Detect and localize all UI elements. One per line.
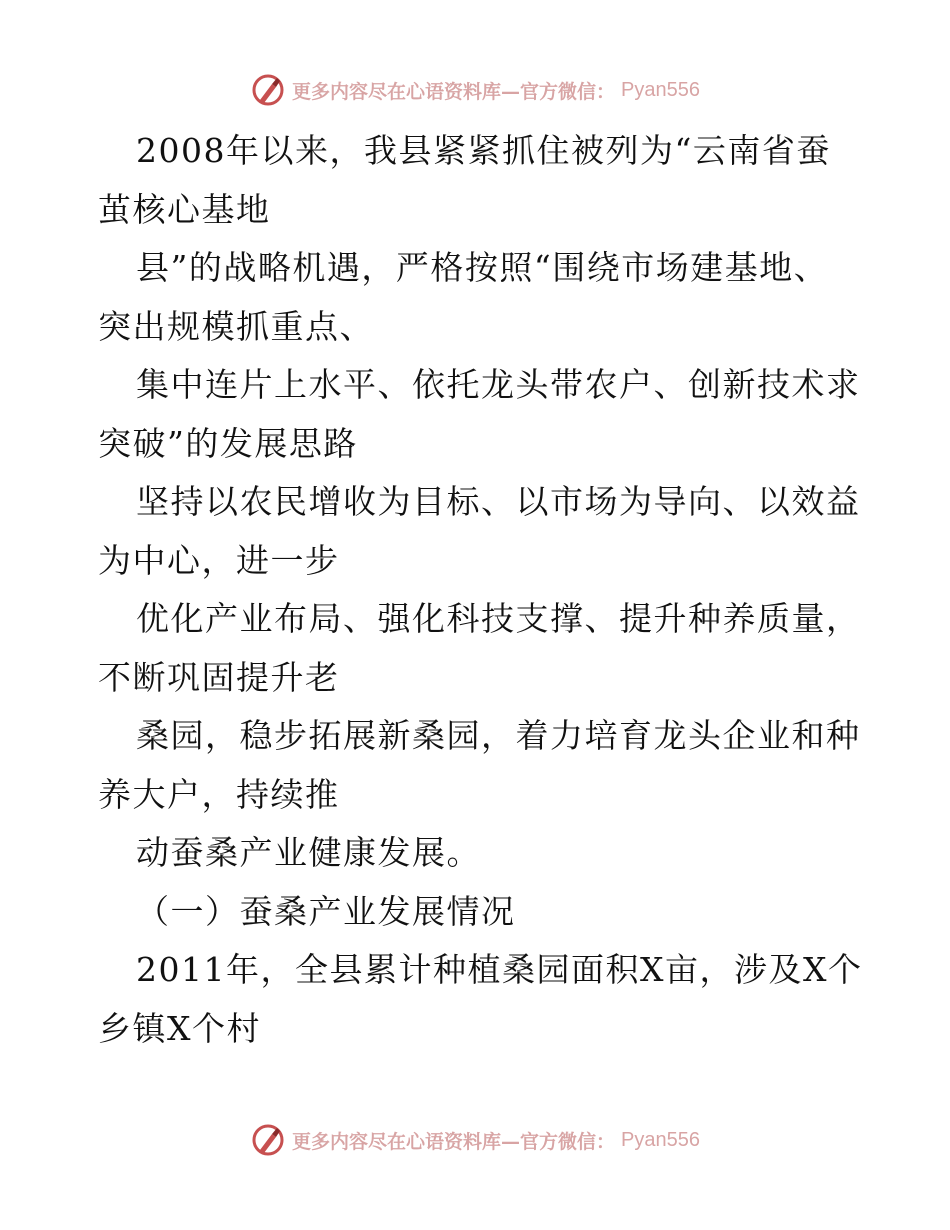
text-line: 坚持以农民增收为目标、以市场为导向、以效益: [136, 482, 861, 521]
text-line: 2008年以来，我县紧紧抓住被列为“云南省蚕: [136, 131, 831, 170]
text-line: 县”的战略机遇，严格按照“围绕市场建基地、: [136, 248, 829, 287]
text-line: 2011年，全县累计种植桑园面积X亩，涉及X个: [136, 950, 863, 989]
footer-watermark: [0, 1120, 950, 1160]
text-line: 突破”的发展思路: [98, 423, 358, 463]
watermark-text: 更多内容尽在心语资料库—官方微信：: [292, 80, 616, 103]
text-line: 不断巩固提升老: [98, 657, 340, 697]
pen-circle-logo-icon: [250, 72, 286, 108]
text-line: 养大户，持续推: [98, 774, 340, 814]
text-line: 为中心，进一步: [98, 540, 340, 580]
pen-circle-logo-icon: [250, 1122, 286, 1158]
watermark-id: Pyan556: [621, 78, 700, 101]
text-line: 突出规模抓重点、: [98, 306, 374, 346]
header-watermark: [0, 70, 950, 110]
text-line: 乡镇X个村: [98, 1008, 261, 1048]
text-line: 集中连片上水平、依托龙头带农户、创新技术求: [136, 365, 861, 404]
text-line: 优化产业布局、强化科技支撑、提升种养质量，: [136, 599, 861, 638]
text-line: 茧核心基地: [98, 189, 271, 229]
watermark-id: Pyan556: [621, 1128, 700, 1151]
text-line: 桑园，稳步拓展新桑园，着力培育龙头企业和种: [136, 716, 861, 755]
watermark-text: 更多内容尽在心语资料库—官方微信：: [292, 1130, 616, 1153]
document-body: [98, 122, 863, 1058]
text-line: 动蚕桑产业健康发展。: [136, 833, 481, 872]
section-heading: （一）蚕桑产业发展情况: [136, 891, 516, 931]
